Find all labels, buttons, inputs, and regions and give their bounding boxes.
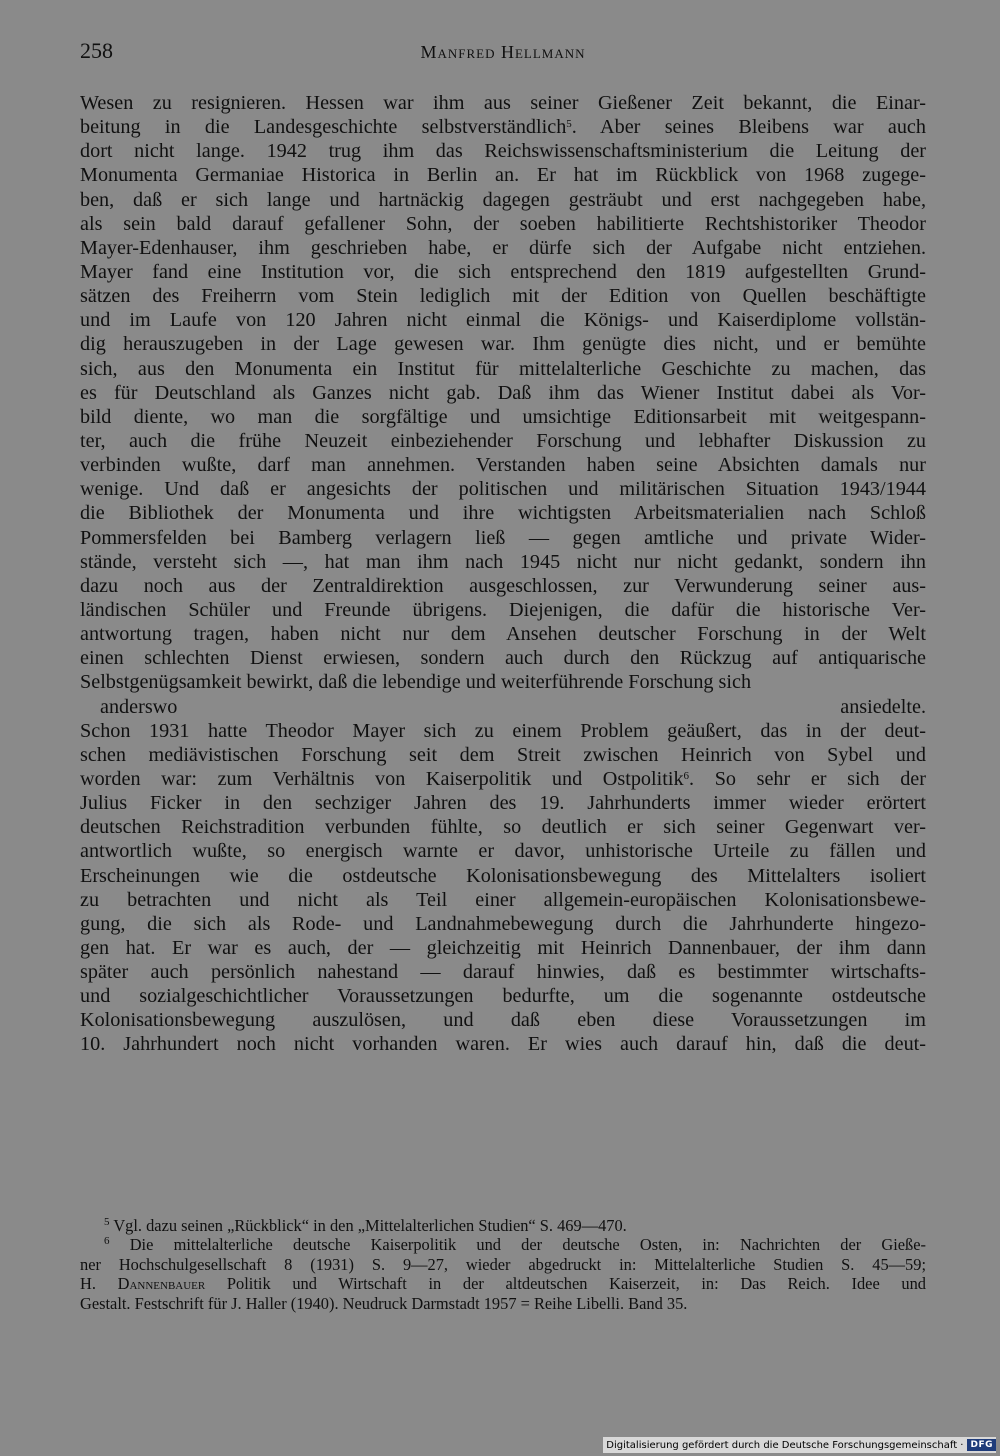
- text-line: schen mediävistischen Forschung seit dem Streit zwischen Heinrich von Sybel und: [80, 743, 926, 766]
- footnote-ref-5: 5: [566, 118, 572, 131]
- text-line: Monumenta Germaniae Historica in Berlin an. Er hat im Rückblick von 1968 zugege-: [80, 164, 926, 187]
- text-line: dort nicht lange. 1942 trug ihm das Reichswissenschaftsministerium die Leitung der: [80, 140, 926, 163]
- text-line: Mayer-Edenhauser, ihm geschrieben habe, er dürfe sich der Aufgabe nicht entziehen.: [80, 236, 926, 259]
- footnote-5: $^5$ Vgl. dazu seinen „Rückblick“ in den „Mittelalterlichen Studien“ S. 469—470.: [104, 1216, 627, 1235]
- footnote-line: Gestalt. Festschrift für J. Haller (1940). Neudruck Darmstadt 1957 = Reihe Libelli. Band 35.: [80, 1293, 688, 1313]
- text-line: Kolonisationsbewegung auszulösen, und daß eben diese Voraussetzungen im: [80, 1009, 926, 1032]
- footnote-marker: 5: [104, 1216, 110, 1228]
- body-text: [80, 91, 926, 1057]
- text-line: sich, aus den Monumenta ein Institut für mittelalterliche Geschichte zu machen, das: [80, 357, 926, 380]
- text-line: beitung in die Landesgeschichte selbstverständlich$^5$. Aber seines Bleibens war auch: [80, 116, 926, 139]
- text-line: Pommersfelden bei Bamberg verlagern ließ — gegen amtliche und private Wider-: [80, 526, 926, 549]
- text-line: es für Deutschland als Ganzes nicht gab. Daß ihm das Wiener Institut dabei als Vor-: [80, 381, 926, 404]
- footnote-line: ner Hochschulgesellschaft 8 (1931) S. 9—27, wieder abgedruckt in: Mittelalterliche Studien S. 45—59;: [80, 1254, 926, 1274]
- page-header: [80, 38, 926, 72]
- text-line: antwortlich wußte, so energisch warnte er davor, unhistorische Urteile zu fällen und: [80, 840, 926, 863]
- running-head: Manfred Hellmann: [420, 42, 586, 62]
- text-line: anderswo ansiedelte.: [100, 695, 926, 718]
- text-line: stände, versteht sich —, hat man ihm nach 1945 nicht nur nicht gedankt, sondern ihn: [80, 550, 926, 573]
- text-line: und im Laufe von 120 Jahren nicht einmal die Königs- und Kaiserdiplome vollstän-: [80, 309, 926, 332]
- text-line: gung, die sich als Rode- und Landnahmebewegung durch die Jahrhunderte hingezo-: [80, 912, 926, 935]
- text-line: dig herauszugeben in der Lage gewesen war. Ihm genügte dies nicht, und er bemühte: [80, 333, 926, 356]
- author-name: H. Dannenbauer: [80, 1274, 206, 1294]
- text-line: ter, auch die frühe Neuzeit einbeziehender Forschung und lebhafter Diskussion zu: [80, 429, 926, 452]
- text-line: ben, daß er sich lange und hartnäckig dagegen gesträubt und erst nachgegeben habe,: [80, 188, 926, 211]
- text-line: antwortung tragen, haben nicht nur dem Ansehen deutscher Forschung in der Welt: [80, 623, 926, 646]
- text-line: wenige. Und daß er angesichts der politischen und militärischen Situation 1943/1944: [80, 478, 926, 501]
- text-line: später auch persönlich nahestand — darauf hinwies, daß es bestimmter wirtschafts-: [80, 961, 926, 984]
- text-line: Wesen zu resignieren. Hessen war ihm aus seiner Gießener Zeit bekannt, die Einar-: [80, 92, 926, 114]
- text-line: sätzen des Freiherrn vom Stein lediglich mit der Edition von Quellen beschäftigte: [80, 285, 926, 308]
- text-line: gen hat. Er war es auch, der — gleichzeitig mit Heinrich Dannenbauer, der ihm dann: [80, 936, 926, 959]
- text-line: Mayer fand eine Institution vor, die sich entsprechend den 1819 aufgestellten Grund-: [80, 260, 926, 283]
- text-line: als sein bald darauf gefallener Sohn, der soeben habilitierte Rechtshistoriker Theodor: [80, 212, 926, 235]
- text-line: verbinden wußte, darf man annehmen. Verstanden haben seine Absichten damals nur: [80, 454, 926, 477]
- footnote-6: $^6$ Die mittelalterliche deutsche Kaiserpolitik und der deutsche Osten, in: Nachrichten der Gieße-: [104, 1235, 926, 1255]
- text-line: worden war: zum Verhältnis von Kaiserpolitik und Ostpolitik$^6$. So sehr er sich der: [80, 767, 926, 790]
- page-number: 258: [80, 38, 113, 63]
- credit-text: Digitalisierung gefördert durch die Deutsche Forschungsgemeinschaft ·: [606, 1439, 964, 1451]
- text-line: ländischen Schüler und Freunde übrigens. Diejenigen, die dafür die historische Ver-: [80, 598, 926, 621]
- footnote-marker: 6: [104, 1235, 110, 1248]
- text-line: dazu noch aus der Zentraldirektion ausgeschlossen, zur Verwunderung seiner aus-: [80, 574, 926, 597]
- footnote-line: H. Dannenbauer Politik und Wirtschaft in der altdeutschen Kaiserzeit, in: Das Reich. Idee und: [80, 1274, 926, 1294]
- digitization-credit: [603, 1437, 996, 1453]
- footnote-ref-6: 6: [683, 769, 690, 782]
- text-line: deutschen Reichstradition verbunden fühlte, so deutlich er sich seiner Gegenwart ver-: [80, 816, 926, 839]
- text-line: Erscheinungen wie die ostdeutsche Kolonisationsbewegung des Mittelalters isoliert: [80, 864, 926, 887]
- text-line: zu betrachten und nicht als Teil einer allgemein-europäischen Kolonisationsbewe-: [80, 888, 926, 911]
- text-line: Julius Ficker in den sechziger Jahren des 19. Jahrhunderts immer wieder erörtert: [80, 792, 926, 815]
- text-line: einen schlechten Dienst erwiesen, sondern auch durch den Rückzug auf antiquarische: [80, 647, 926, 670]
- footnotes: [80, 1216, 926, 1313]
- dfg-logo-icon: DFG: [967, 1439, 996, 1451]
- text-line: 10. Jahrhundert noch nicht vorhanden waren. Er wies auch darauf hin, daß die deut-: [80, 1033, 926, 1056]
- text-line: die Bibliothek der Monumenta und ihre wichtigsten Arbeitsmaterialien nach Schloß: [80, 502, 926, 525]
- text-line: bild diente, wo man die sorgfältige und umsichtige Editionsarbeit mit weitgespann-: [80, 405, 926, 428]
- text-line: und sozialgeschichtlicher Voraussetzungen bedurfte, um die sogenannte ostdeutsche: [80, 985, 926, 1008]
- text-line: Selbstgenügsamkeit bewirkt, daß die lebendige und weiterführende Forschung sich: [80, 671, 752, 694]
- text-line: Schon 1931 hatte Theodor Mayer sich zu einem Problem geäußert, das in der deut-: [80, 719, 926, 742]
